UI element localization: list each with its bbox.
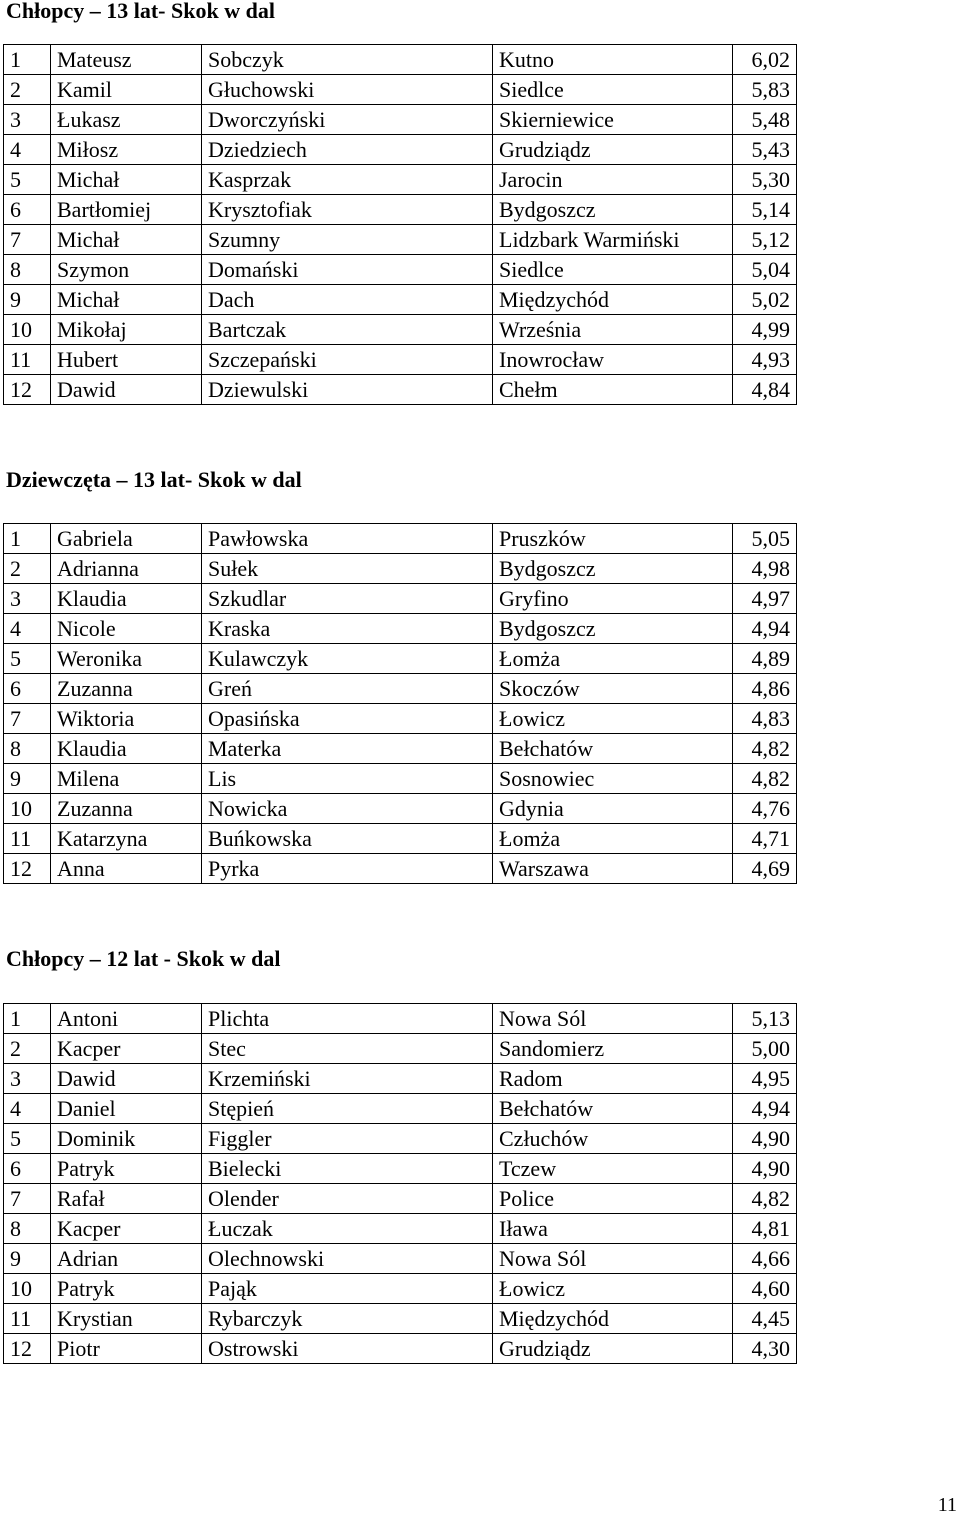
city-cell: Łowicz bbox=[493, 1274, 733, 1304]
result-cell: 4,69 bbox=[733, 854, 797, 884]
last-name-cell: Olender bbox=[202, 1184, 493, 1214]
table-row bbox=[4, 345, 797, 375]
first-name-cell: Hubert bbox=[51, 345, 202, 375]
result-cell: 4,86 bbox=[733, 674, 797, 704]
first-name-cell: Patryk bbox=[51, 1154, 202, 1184]
city-cell: Gryfino bbox=[493, 584, 733, 614]
table-row bbox=[4, 285, 797, 315]
last-name-cell: Olechnowski bbox=[202, 1244, 493, 1274]
city-cell: Nowa Sól bbox=[493, 1244, 733, 1274]
first-name-cell: Piotr bbox=[51, 1334, 202, 1364]
section-title-girls-13: Dziewczęta – 13 lat- Skok w dal bbox=[6, 467, 302, 492]
result-cell: 4,66 bbox=[733, 1244, 797, 1274]
results-table-boys-12 bbox=[3, 1003, 797, 1364]
result-cell: 4,45 bbox=[733, 1304, 797, 1334]
place-cell: 8 bbox=[4, 734, 51, 764]
table-row bbox=[4, 1214, 797, 1244]
last-name-cell: Kulawczyk bbox=[202, 644, 493, 674]
result-cell: 5,83 bbox=[733, 75, 797, 105]
first-name-cell: Krystian bbox=[51, 1304, 202, 1334]
place-cell: 8 bbox=[4, 255, 51, 285]
result-cell: 4,98 bbox=[733, 554, 797, 584]
results-table-boys-13 bbox=[3, 44, 797, 405]
table-row bbox=[4, 1004, 797, 1034]
result-cell: 4,82 bbox=[733, 1184, 797, 1214]
first-name-cell: Bartłomiej bbox=[51, 195, 202, 225]
result-cell: 4,71 bbox=[733, 824, 797, 854]
place-cell: 2 bbox=[4, 1034, 51, 1064]
result-cell: 4,30 bbox=[733, 1334, 797, 1364]
place-cell: 7 bbox=[4, 1184, 51, 1214]
last-name-cell: Bielecki bbox=[202, 1154, 493, 1184]
result-cell: 4,90 bbox=[733, 1154, 797, 1184]
city-cell: Międzychód bbox=[493, 1304, 733, 1334]
table-row bbox=[4, 105, 797, 135]
last-name-cell: Bartczak bbox=[202, 315, 493, 345]
last-name-cell: Krzemiński bbox=[202, 1064, 493, 1094]
place-cell: 1 bbox=[4, 45, 51, 75]
result-cell: 5,48 bbox=[733, 105, 797, 135]
table-row bbox=[4, 1094, 797, 1124]
place-cell: 10 bbox=[4, 794, 51, 824]
last-name-cell: Sobczyk bbox=[202, 45, 493, 75]
city-cell: Police bbox=[493, 1184, 733, 1214]
table-row bbox=[4, 524, 797, 554]
first-name-cell: Michał bbox=[51, 165, 202, 195]
city-cell: Chełm bbox=[493, 375, 733, 405]
first-name-cell: Katarzyna bbox=[51, 824, 202, 854]
table-row bbox=[4, 1064, 797, 1094]
city-cell: Grudziądz bbox=[493, 1334, 733, 1364]
last-name-cell: Kraska bbox=[202, 614, 493, 644]
first-name-cell: Michał bbox=[51, 285, 202, 315]
first-name-cell: Weronika bbox=[51, 644, 202, 674]
first-name-cell: Anna bbox=[51, 854, 202, 884]
place-cell: 4 bbox=[4, 614, 51, 644]
first-name-cell: Nicole bbox=[51, 614, 202, 644]
first-name-cell: Milena bbox=[51, 764, 202, 794]
section-title-boys-12: Chłopcy – 12 lat - Skok w dal bbox=[6, 946, 281, 971]
city-cell: Siedlce bbox=[493, 255, 733, 285]
table-row bbox=[4, 135, 797, 165]
city-cell: Bydgoszcz bbox=[493, 195, 733, 225]
place-cell: 5 bbox=[4, 165, 51, 195]
place-cell: 4 bbox=[4, 135, 51, 165]
city-cell: Łowicz bbox=[493, 704, 733, 734]
last-name-cell: Dziewulski bbox=[202, 375, 493, 405]
table-row bbox=[4, 225, 797, 255]
city-cell: Skoczów bbox=[493, 674, 733, 704]
result-cell: 6,02 bbox=[733, 45, 797, 75]
result-cell: 5,43 bbox=[733, 135, 797, 165]
last-name-cell: Materka bbox=[202, 734, 493, 764]
result-cell: 5,30 bbox=[733, 165, 797, 195]
place-cell: 6 bbox=[4, 674, 51, 704]
city-cell: Bełchatów bbox=[493, 734, 733, 764]
first-name-cell: Dawid bbox=[51, 375, 202, 405]
place-cell: 2 bbox=[4, 554, 51, 584]
city-cell: Jarocin bbox=[493, 165, 733, 195]
first-name-cell: Gabriela bbox=[51, 524, 202, 554]
result-cell: 4,90 bbox=[733, 1124, 797, 1154]
city-cell: Bydgoszcz bbox=[493, 614, 733, 644]
last-name-cell: Kasprzak bbox=[202, 165, 493, 195]
result-cell: 4,93 bbox=[733, 345, 797, 375]
city-cell: Gdynia bbox=[493, 794, 733, 824]
table-row bbox=[4, 1184, 797, 1214]
place-cell: 11 bbox=[4, 1304, 51, 1334]
last-name-cell: Dach bbox=[202, 285, 493, 315]
first-name-cell: Szymon bbox=[51, 255, 202, 285]
city-cell: Kutno bbox=[493, 45, 733, 75]
last-name-cell: Rybarczyk bbox=[202, 1304, 493, 1334]
table-row bbox=[4, 584, 797, 614]
place-cell: 12 bbox=[4, 854, 51, 884]
table-row bbox=[4, 764, 797, 794]
result-cell: 5,00 bbox=[733, 1034, 797, 1064]
last-name-cell: Pawłowska bbox=[202, 524, 493, 554]
table-row bbox=[4, 854, 797, 884]
first-name-cell: Wiktoria bbox=[51, 704, 202, 734]
city-cell: Sosnowiec bbox=[493, 764, 733, 794]
first-name-cell: Mateusz bbox=[51, 45, 202, 75]
first-name-cell: Kacper bbox=[51, 1034, 202, 1064]
city-cell: Radom bbox=[493, 1064, 733, 1094]
place-cell: 5 bbox=[4, 644, 51, 674]
city-cell: Tczew bbox=[493, 1154, 733, 1184]
place-cell: 1 bbox=[4, 524, 51, 554]
first-name-cell: Mikołaj bbox=[51, 315, 202, 345]
place-cell: 7 bbox=[4, 704, 51, 734]
result-cell: 4,60 bbox=[733, 1274, 797, 1304]
table-row bbox=[4, 1334, 797, 1364]
first-name-cell: Kamil bbox=[51, 75, 202, 105]
table-row bbox=[4, 704, 797, 734]
city-cell: Września bbox=[493, 315, 733, 345]
last-name-cell: Plichta bbox=[202, 1004, 493, 1034]
place-cell: 3 bbox=[4, 1064, 51, 1094]
first-name-cell: Rafał bbox=[51, 1184, 202, 1214]
last-name-cell: Krysztofiak bbox=[202, 195, 493, 225]
place-cell: 9 bbox=[4, 285, 51, 315]
table-row bbox=[4, 75, 797, 105]
first-name-cell: Michał bbox=[51, 225, 202, 255]
result-cell: 5,13 bbox=[733, 1004, 797, 1034]
result-cell: 4,99 bbox=[733, 315, 797, 345]
last-name-cell: Głuchowski bbox=[202, 75, 493, 105]
first-name-cell: Łukasz bbox=[51, 105, 202, 135]
results-table-girls-13 bbox=[3, 523, 797, 884]
place-cell: 4 bbox=[4, 1094, 51, 1124]
place-cell: 3 bbox=[4, 105, 51, 135]
last-name-cell: Szkudlar bbox=[202, 584, 493, 614]
last-name-cell: Lis bbox=[202, 764, 493, 794]
result-cell: 4,82 bbox=[733, 764, 797, 794]
table-row bbox=[4, 1274, 797, 1304]
place-cell: 12 bbox=[4, 1334, 51, 1364]
last-name-cell: Stec bbox=[202, 1034, 493, 1064]
place-cell: 10 bbox=[4, 315, 51, 345]
city-cell: Skierniewice bbox=[493, 105, 733, 135]
table-row bbox=[4, 614, 797, 644]
last-name-cell: Pająk bbox=[202, 1274, 493, 1304]
city-cell: Międzychód bbox=[493, 285, 733, 315]
table-row bbox=[4, 1154, 797, 1184]
place-cell: 7 bbox=[4, 225, 51, 255]
result-cell: 5,12 bbox=[733, 225, 797, 255]
table-row bbox=[4, 255, 797, 285]
result-cell: 4,89 bbox=[733, 644, 797, 674]
city-cell: Warszawa bbox=[493, 854, 733, 884]
last-name-cell: Ostrowski bbox=[202, 1334, 493, 1364]
first-name-cell: Kacper bbox=[51, 1214, 202, 1244]
first-name-cell: Daniel bbox=[51, 1094, 202, 1124]
city-cell: Grudziądz bbox=[493, 135, 733, 165]
last-name-cell: Greń bbox=[202, 674, 493, 704]
table-row bbox=[4, 554, 797, 584]
result-cell: 4,83 bbox=[733, 704, 797, 734]
last-name-cell: Domański bbox=[202, 255, 493, 285]
last-name-cell: Stępień bbox=[202, 1094, 493, 1124]
table-row bbox=[4, 734, 797, 764]
table-row bbox=[4, 1304, 797, 1334]
last-name-cell: Dziedziech bbox=[202, 135, 493, 165]
city-cell: Bydgoszcz bbox=[493, 554, 733, 584]
result-cell: 4,76 bbox=[733, 794, 797, 824]
result-cell: 4,81 bbox=[733, 1214, 797, 1244]
first-name-cell: Adrian bbox=[51, 1244, 202, 1274]
place-cell: 11 bbox=[4, 824, 51, 854]
result-cell: 5,04 bbox=[733, 255, 797, 285]
city-cell: Łomża bbox=[493, 824, 733, 854]
last-name-cell: Buńkowska bbox=[202, 824, 493, 854]
last-name-cell: Pyrka bbox=[202, 854, 493, 884]
result-cell: 4,94 bbox=[733, 1094, 797, 1124]
place-cell: 2 bbox=[4, 75, 51, 105]
result-cell: 4,84 bbox=[733, 375, 797, 405]
city-cell: Siedlce bbox=[493, 75, 733, 105]
last-name-cell: Sułek bbox=[202, 554, 493, 584]
place-cell: 10 bbox=[4, 1274, 51, 1304]
place-cell: 8 bbox=[4, 1214, 51, 1244]
result-cell: 4,95 bbox=[733, 1064, 797, 1094]
first-name-cell: Zuzanna bbox=[51, 674, 202, 704]
city-cell: Lidzbark Warmiński bbox=[493, 225, 733, 255]
result-cell: 4,97 bbox=[733, 584, 797, 614]
table-row bbox=[4, 1034, 797, 1064]
table-row bbox=[4, 674, 797, 704]
place-cell: 3 bbox=[4, 584, 51, 614]
table-row bbox=[4, 1244, 797, 1274]
place-cell: 11 bbox=[4, 345, 51, 375]
last-name-cell: Opasińska bbox=[202, 704, 493, 734]
place-cell: 6 bbox=[4, 1154, 51, 1184]
place-cell: 1 bbox=[4, 1004, 51, 1034]
first-name-cell: Adrianna bbox=[51, 554, 202, 584]
first-name-cell: Klaudia bbox=[51, 734, 202, 764]
table-row bbox=[4, 315, 797, 345]
place-cell: 6 bbox=[4, 195, 51, 225]
last-name-cell: Figgler bbox=[202, 1124, 493, 1154]
last-name-cell: Dworczyński bbox=[202, 105, 493, 135]
result-cell: 4,82 bbox=[733, 734, 797, 764]
city-cell: Łomża bbox=[493, 644, 733, 674]
first-name-cell: Antoni bbox=[51, 1004, 202, 1034]
last-name-cell: Nowicka bbox=[202, 794, 493, 824]
result-cell: 5,02 bbox=[733, 285, 797, 315]
table-row bbox=[4, 165, 797, 195]
first-name-cell: Dominik bbox=[51, 1124, 202, 1154]
table-row bbox=[4, 644, 797, 674]
table-row bbox=[4, 195, 797, 225]
table-row bbox=[4, 375, 797, 405]
first-name-cell: Patryk bbox=[51, 1274, 202, 1304]
result-cell: 5,05 bbox=[733, 524, 797, 554]
last-name-cell: Szczepański bbox=[202, 345, 493, 375]
first-name-cell: Dawid bbox=[51, 1064, 202, 1094]
first-name-cell: Klaudia bbox=[51, 584, 202, 614]
city-cell: Sandomierz bbox=[493, 1034, 733, 1064]
place-cell: 9 bbox=[4, 764, 51, 794]
result-cell: 5,14 bbox=[733, 195, 797, 225]
last-name-cell: Łuczak bbox=[202, 1214, 493, 1244]
table-row bbox=[4, 45, 797, 75]
result-cell: 4,94 bbox=[733, 614, 797, 644]
place-cell: 9 bbox=[4, 1244, 51, 1274]
place-cell: 12 bbox=[4, 375, 51, 405]
first-name-cell: Zuzanna bbox=[51, 794, 202, 824]
table-row bbox=[4, 794, 797, 824]
city-cell: Iława bbox=[493, 1214, 733, 1244]
city-cell: Człuchów bbox=[493, 1124, 733, 1154]
city-cell: Inowrocław bbox=[493, 345, 733, 375]
city-cell: Bełchatów bbox=[493, 1094, 733, 1124]
first-name-cell: Miłosz bbox=[51, 135, 202, 165]
section-title-boys-13: Chłopcy – 13 lat- Skok w dal bbox=[6, 0, 275, 23]
place-cell: 5 bbox=[4, 1124, 51, 1154]
table-row bbox=[4, 824, 797, 854]
table-row bbox=[4, 1124, 797, 1154]
city-cell: Pruszków bbox=[493, 524, 733, 554]
last-name-cell: Szumny bbox=[202, 225, 493, 255]
city-cell: Nowa Sól bbox=[493, 1004, 733, 1034]
page-number: 11 bbox=[937, 1494, 957, 1516]
